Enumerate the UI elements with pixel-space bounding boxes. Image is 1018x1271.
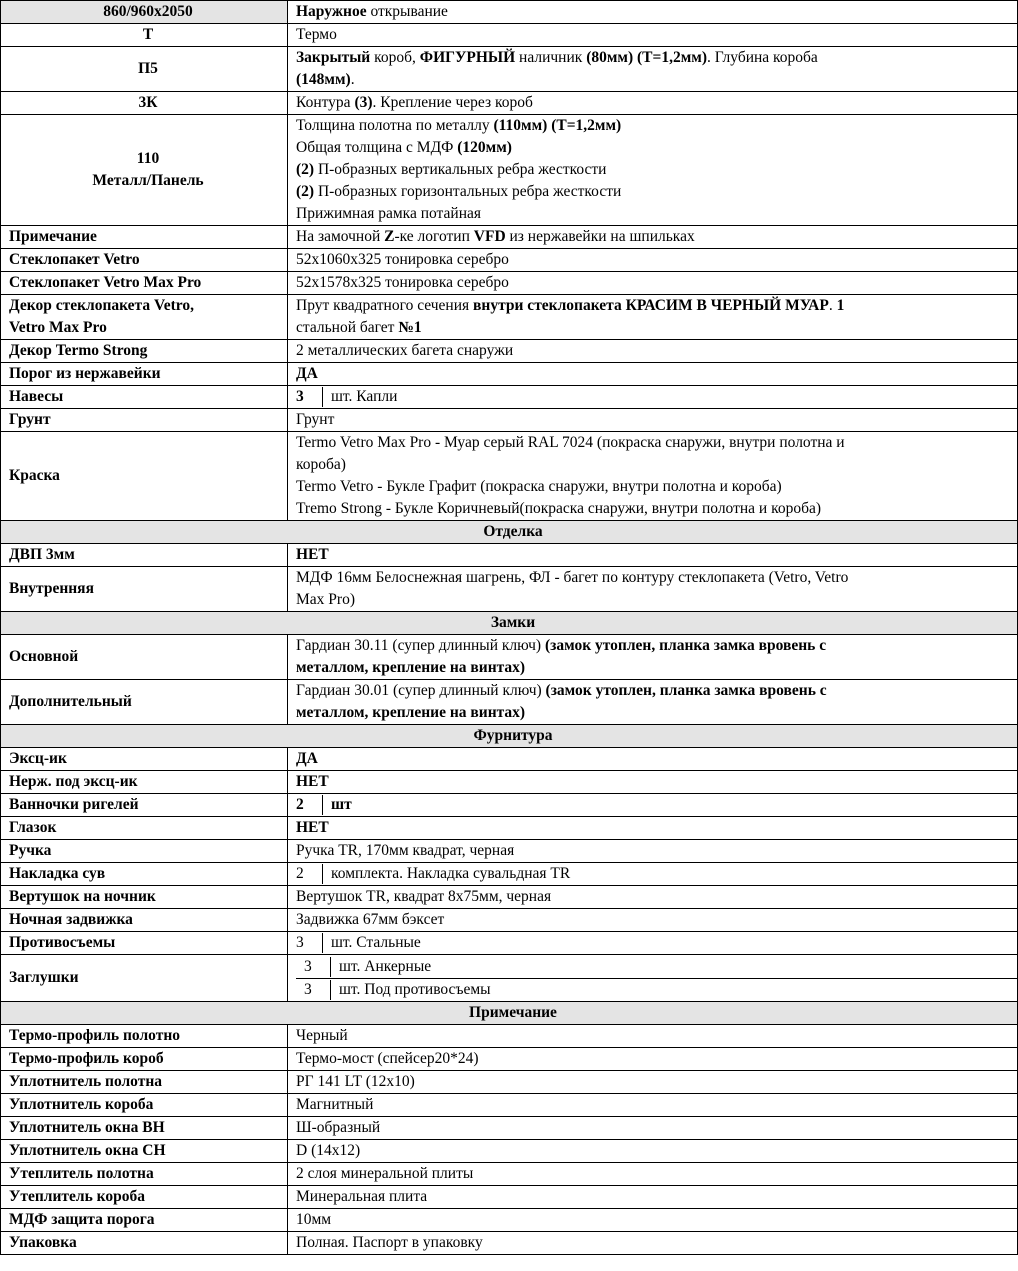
type-p5-key: П5 [1, 47, 288, 92]
note-val [288, 226, 1018, 249]
paint-line-1a: Termo Vetro Max Pro - Муар серый RAL 7024 (покраска снаружи, внутри полотна и [296, 434, 845, 451]
naves-val [288, 386, 1018, 409]
paint-key: Краска [1, 432, 288, 521]
fittings-section [1, 725, 1018, 748]
p5-b4: (148мм) [296, 71, 351, 88]
van-row [1, 794, 1018, 817]
note-t3: из нержавейки на шпильках [505, 228, 695, 245]
note-row [1, 226, 1018, 249]
dvp-key: ДВП 3мм [1, 544, 288, 567]
grunt-key: Грунт [1, 409, 288, 432]
metal-line-2 [296, 137, 1017, 159]
zagl-key: Заглушки [1, 955, 288, 1002]
nerzh-row [1, 771, 1018, 794]
note-item-key: Уплотнитель окна ВН [1, 1117, 288, 1140]
decor-t2: . [828, 297, 837, 314]
note-item-val: D (14x12) [288, 1140, 1018, 1163]
divider [322, 933, 323, 953]
m2-t: Общая толщина с МДФ [296, 139, 458, 156]
note-item-val: 2 слоя минеральной плиты [288, 1163, 1018, 1186]
m3-t: П-образных вертикальных ребра жесткости [314, 161, 607, 178]
add-lock-key: Дополнительный [1, 680, 288, 725]
finish-section [1, 521, 1018, 544]
note-item-val: Полная. Паспорт в упаковку [288, 1232, 1018, 1255]
zagl-subrow-2 [296, 978, 1017, 1001]
main-lock-val [288, 635, 1018, 680]
prot-row [1, 932, 1018, 955]
metal-key-1: 110 [136, 150, 160, 167]
metal-key-2: Металл/Панель [92, 172, 204, 189]
naves-text: шт. Капли [331, 388, 398, 405]
note-item-key: Упаковка [1, 1232, 288, 1255]
notes-section [1, 1002, 1018, 1025]
vert-val: Вертушок TR, квадрат 8х75мм, черная [288, 886, 1018, 909]
nakl-val [288, 863, 1018, 886]
porog-row [1, 363, 1018, 386]
p5-t2: наличник [515, 49, 587, 66]
decor-t3: стальной багет [296, 319, 399, 336]
ruch-key: Ручка [1, 840, 288, 863]
note-item-key: Термо-профиль полотно [1, 1025, 288, 1048]
type-t-val: Термо [288, 24, 1018, 47]
zagl-row [1, 955, 1018, 1002]
divider [322, 864, 323, 884]
add-lock-row [1, 680, 1018, 725]
p5-b1: Закрытый [296, 49, 371, 66]
termo-strong-row [1, 340, 1018, 363]
decor-line-2 [296, 317, 1017, 339]
type-metal-row [1, 115, 1018, 226]
nerzh-key: Нерж. под эксц-ик [1, 771, 288, 794]
metal-line-3 [296, 159, 1017, 181]
inner-val [288, 567, 1018, 612]
decor-t1: Прут квадратного сечения [296, 297, 474, 314]
note-item-key: Уплотнитель короба [1, 1094, 288, 1117]
noch-key: Ночная задвижка [1, 909, 288, 932]
dvp-val: НЕТ [288, 544, 1018, 567]
type-3k-val [288, 92, 1018, 115]
p5-b2: ФИГУРНЫЙ [419, 49, 516, 66]
nakl-key: Накладка сув [1, 863, 288, 886]
paint-line-3: Tremo Strong - Букле Коричневый(покраска снаружи, внутри полотна и короба) [296, 500, 822, 517]
zagl-qty-1: 3 [304, 957, 312, 975]
grunt-val: Грунт [288, 409, 1018, 432]
vmp-val: 52x1578x325 тонировка серебро [288, 272, 1018, 295]
note-item-key: Утеплитель полотна [1, 1163, 288, 1186]
decor-b2: 1 [836, 297, 845, 314]
type-metal-val [288, 115, 1018, 226]
prot-qty: 3 [296, 934, 304, 951]
note-item-row [1, 1163, 1018, 1186]
add-lock-t: Гардиан 30.01 (супер длинный ключ) [296, 682, 546, 699]
add-lock-line-1 [296, 680, 1017, 702]
ex-val: ДА [288, 748, 1018, 771]
ruch-val: Ручка TR, 170мм квадрат, черная [288, 840, 1018, 863]
decor-line-1 [296, 295, 1017, 317]
k3-t1: Контура [296, 94, 355, 111]
decor-b1: внутри стеклопакета КРАСИМ В ЧЕРНЫЙ МУАР [473, 297, 829, 314]
p5-t4: . [350, 71, 355, 88]
ex-row [1, 748, 1018, 771]
divider [330, 980, 331, 1000]
section-title-finish: Отделка [1, 521, 1018, 544]
add-lock-b1: (замок утоплен, планка замка вровень с [545, 682, 827, 699]
note-item-row [1, 1094, 1018, 1117]
note-item-row [1, 1048, 1018, 1071]
note-item-key: МДФ защита порога [1, 1209, 288, 1232]
inner-line-2: Max Pro) [296, 591, 355, 608]
note-item-row [1, 1117, 1018, 1140]
zagl-qty-2: 3 [304, 981, 312, 998]
note-key: Примечание [1, 226, 288, 249]
zagl-val [288, 955, 1018, 1002]
prot-text: шт. Стальные [331, 934, 421, 951]
section-title-fittings: Фурнитура [1, 725, 1018, 748]
naves-qty: 3 [296, 388, 304, 405]
paint-row [1, 432, 1018, 521]
decor-val [288, 295, 1018, 340]
header-row [1, 1, 1018, 24]
dvp-row [1, 544, 1018, 567]
prot-val [288, 932, 1018, 955]
note-item-val: Ш-образный [288, 1117, 1018, 1140]
main-lock-line-2: металлом, крепление на винтах) [296, 659, 526, 676]
note-item-val: РГ 141 LT (12x10) [288, 1071, 1018, 1094]
note-item-val: 10мм [288, 1209, 1018, 1232]
metal-line-5: Прижимная рамка потайная [296, 205, 482, 222]
note-item-val: Минеральная плита [288, 1186, 1018, 1209]
main-lock-key: Основной [1, 635, 288, 680]
van-key: Ванночки ригелей [1, 794, 288, 817]
paint-line-2: Termo Vetro - Букле Графит (покраска снаружи, внутри полотна и короба) [296, 478, 782, 495]
add-lock-val [288, 680, 1018, 725]
grunt-row [1, 409, 1018, 432]
note-item-row [1, 1140, 1018, 1163]
add-lock-line-2: металлом, крепление на винтах) [296, 704, 526, 721]
note-item-row [1, 1025, 1018, 1048]
type-t-key: Т [1, 24, 288, 47]
p5-b3: (80мм) (Т=1,2мм) [586, 49, 707, 66]
p5-t3: . Глубина короба [707, 49, 818, 66]
note-item-val: Магнитный [288, 1094, 1018, 1117]
size-cell: 860/960x2050 [1, 1, 288, 24]
divider [322, 387, 323, 407]
vert-key: Вертушок на ночник [1, 886, 288, 909]
note-t2: -ке логотип [394, 228, 474, 245]
vmp-row [1, 272, 1018, 295]
note-item-key: Термо-профиль короб [1, 1048, 288, 1071]
m2-b: (120мм) [457, 139, 512, 156]
van-qty: 2 [296, 796, 304, 813]
noch-val: Задвижка 67мм бэксет [288, 909, 1018, 932]
type-t-row [1, 24, 1018, 47]
inner-row [1, 567, 1018, 612]
zagl-text-1: шт. Анкерные [339, 957, 432, 975]
section-title-locks: Замки [1, 612, 1018, 635]
termo-strong-key: Декор Termo Strong [1, 340, 288, 363]
type-metal-key [1, 115, 288, 226]
glaz-row [1, 817, 1018, 840]
m4-b: (2) [296, 183, 315, 200]
note-b2: VFD [473, 228, 506, 245]
note-item-row [1, 1209, 1018, 1232]
m4-t: П-образных горизонтальных ребра жесткости [314, 183, 622, 200]
nerzh-val: НЕТ [288, 771, 1018, 794]
p5-t1: короб, [370, 49, 420, 66]
note-item-key: Уплотнитель полотна [1, 1071, 288, 1094]
nakl-qty: 2 [296, 865, 304, 882]
decor-key-1: Декор стеклопакета Vetro, [9, 297, 195, 314]
k3-t2: . Крепление через короб [372, 94, 533, 111]
decor-row [1, 295, 1018, 340]
metal-line-4 [296, 181, 1017, 203]
vetro-val: 52x1060x325 тонировка серебро [288, 249, 1018, 272]
inner-line-1: МДФ 16мм Белоснежная шагрень, ФЛ - багет по контуру стеклопакета (Vetro, Vetro [296, 569, 849, 586]
decor-b3: №1 [398, 319, 422, 336]
main-lock-row [1, 635, 1018, 680]
vert-row [1, 886, 1018, 909]
type-p5-row [1, 47, 1018, 92]
vetro-row [1, 249, 1018, 272]
paint-val [288, 432, 1018, 521]
termo-strong-val: 2 металлических багета снаружи [288, 340, 1018, 363]
ex-key: Эксц-ик [1, 748, 288, 771]
decor-key-2: Vetro Max Pro [9, 319, 107, 336]
type-3k-row [1, 92, 1018, 115]
opening-rest: открывание [366, 3, 448, 20]
main-lock-line-1 [296, 635, 1017, 657]
note-item-row [1, 1071, 1018, 1094]
naves-key: Навесы [1, 386, 288, 409]
naves-row [1, 386, 1018, 409]
opening-bold: Наружное [296, 3, 367, 20]
m1-b: (110мм) (Т=1,2мм) [493, 117, 622, 134]
note-item-val: Черный [288, 1025, 1018, 1048]
note-item-row [1, 1232, 1018, 1255]
type-3k-key: 3К [1, 92, 288, 115]
divider [322, 795, 323, 815]
inner-key: Внутренняя [1, 567, 288, 612]
note-item-row [1, 1186, 1018, 1209]
zagl-text-2: шт. Под противосъемы [339, 981, 491, 998]
divider [330, 957, 331, 977]
m1-t: Толщина полотна по металлу [296, 117, 494, 134]
porog-key: Порог из нержавейки [1, 363, 288, 386]
decor-key [1, 295, 288, 340]
locks-section [1, 612, 1018, 635]
note-b1: Z [384, 228, 395, 245]
glaz-key: Глазок [1, 817, 288, 840]
main-lock-b1: (замок утоплен, планка замка вровень с [544, 637, 827, 654]
note-item-val: Термо-мост (спейсер20*24) [288, 1048, 1018, 1071]
zagl-subrow-1 [296, 955, 1017, 978]
opening-cell [288, 1, 1018, 24]
vetro-key: Стеклопакет Vetro [1, 249, 288, 272]
porog-val: ДА [288, 363, 1018, 386]
paint-line-1b: короба) [296, 456, 346, 473]
main-lock-t: Гардиан 30.11 (супер длинный ключ) [296, 637, 545, 654]
van-text: шт [331, 796, 352, 813]
m3-b: (2) [296, 161, 315, 178]
type-p5-val [288, 47, 1018, 92]
noch-row [1, 909, 1018, 932]
section-title-notes: Примечание [1, 1002, 1018, 1025]
k3-b1: (3) [354, 94, 373, 111]
note-item-key: Уплотнитель окна СН [1, 1140, 288, 1163]
note-t1: На замочной [296, 228, 385, 245]
note-item-key: Утеплитель короба [1, 1186, 288, 1209]
nakl-text: комплекта. Накладка сувальдная TR [331, 865, 571, 882]
vmp-key: Стеклопакет Vetro Max Pro [1, 272, 288, 295]
nakl-row [1, 863, 1018, 886]
glaz-val: НЕТ [288, 817, 1018, 840]
van-val [288, 794, 1018, 817]
metal-line-1 [296, 115, 1017, 137]
ruch-row [1, 840, 1018, 863]
prot-key: Противосъемы [1, 932, 288, 955]
